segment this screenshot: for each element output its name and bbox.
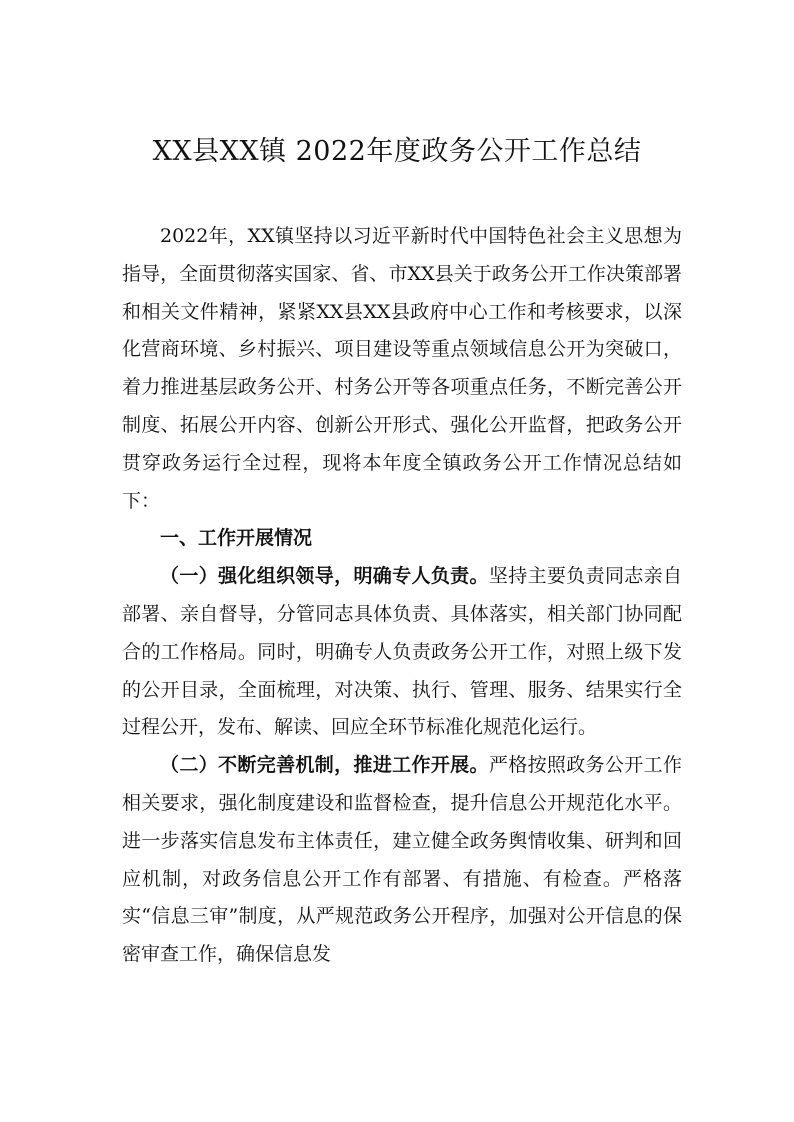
- subheading-improve-mechanism: （二）不断完善机制，推进工作开展。: [160, 754, 489, 777]
- paragraph-organization-leadership: [122, 558, 682, 747]
- section-heading-work-progress: 一、工作开展情况: [160, 527, 313, 550]
- text-organization-leadership: 坚持主要负责同志亲自部署、亲自督导，分管同志具体负责、具体落实，相关部门协同配合的工作格局。同时，明确专人负责政务公开工作，对照上级下发的公开目录，全面梳理，对决策、执行、管理、服务、结果实行全过程公开，发布、解读、回应全环节标准化规范化运行。: [122, 565, 682, 739]
- document-title: XX县XX镇 2022年度政务公开工作总结: [152, 136, 642, 167]
- intro-paragraph: 2022年，XX镇坚持以习近平新时代中国特色社会主义思想为指导，全面贯彻落实国家、省、市XX县关于政务公开工作决策部署和相关文件精神，紧紧XX县XX县政府中心工作和考核要求，以深化营商环境、乡村振兴、项目建设等重点领域信息公开为突破口，着力推进基层政务公开、村务公开等各项重点任务，不断完善公开制度、拓展公开内容、创新公开形式、强化公开监督，把政务公开贯穿政务运行全过程，现将本年度全镇政务公开工作情况总结如下：: [122, 225, 682, 512]
- subheading-organization-leadership: （一）强化组织领导，明确专人负责。: [160, 565, 489, 588]
- text-improve-mechanism: 严格按照政务公开工作相关要求，强化制度建设和监督检查，提升信息公开规范化水平。进一步落实信息发布主体责任，建立健全政务舆情收集、研判和回应机制，对政务信息公开工作有部署、有措施、有检查。严格落实“信息三审”制度，从严规范政务公开程序，加强对公开信息的保密审查工作，确保信息发: [122, 754, 682, 966]
- document-body: [122, 218, 682, 974]
- paragraph-improve-mechanism: [122, 747, 682, 974]
